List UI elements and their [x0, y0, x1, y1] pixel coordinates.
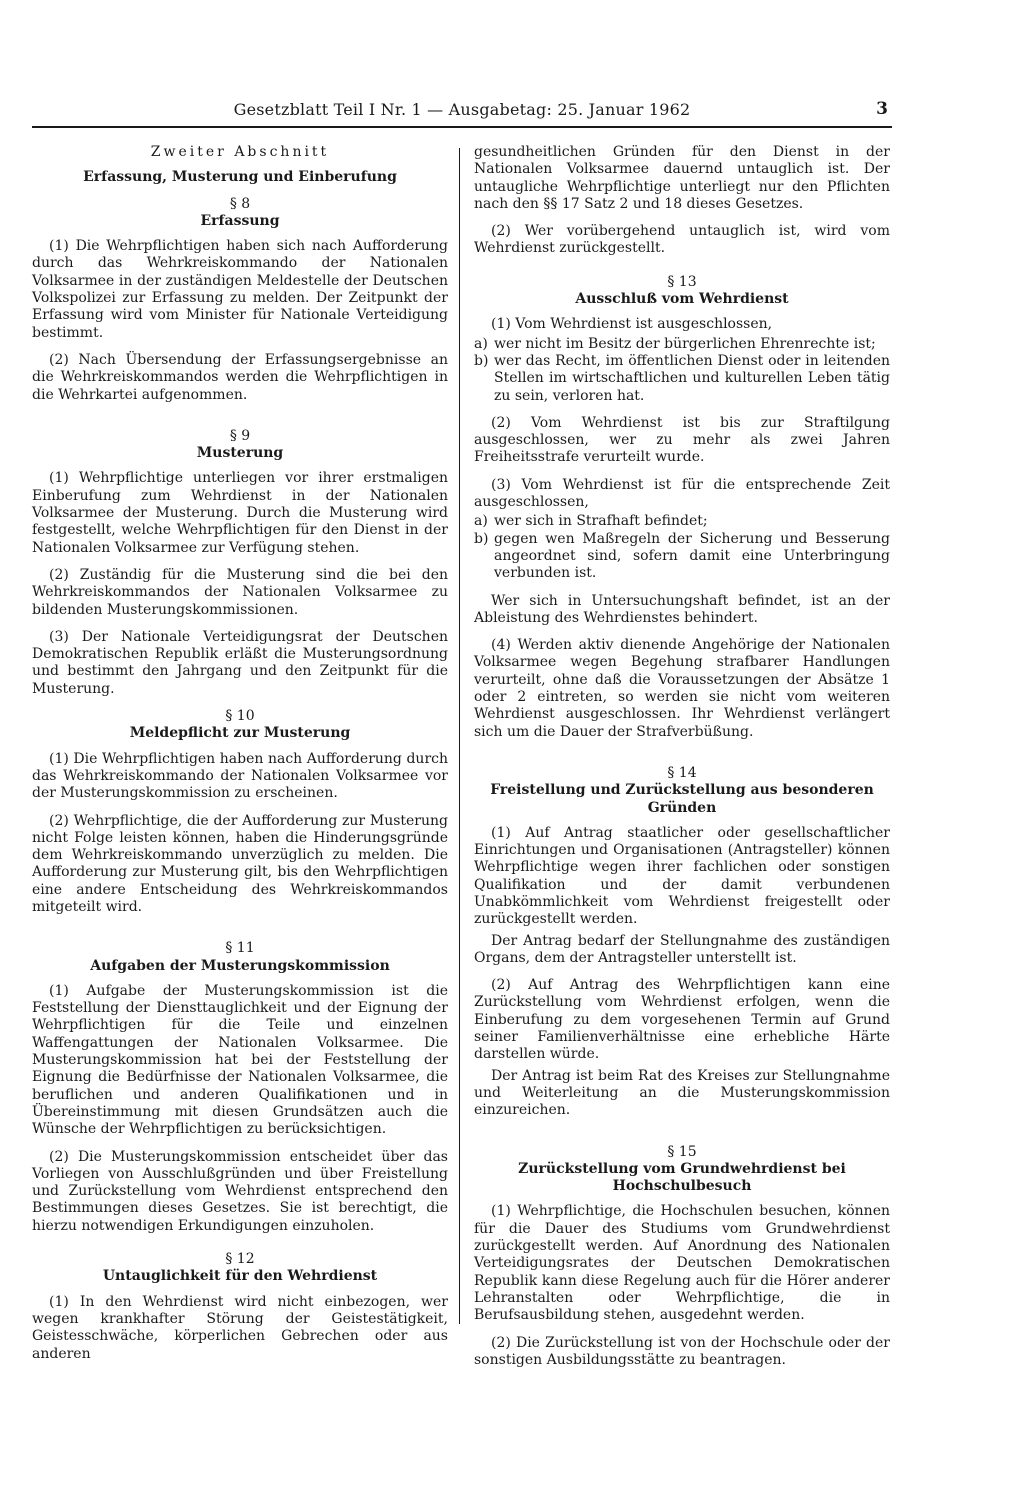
s8-p1: (1) Die Wehrpflichtigen haben sich nach Aufforderung durch das Wehrkreiskommando der Nationalen Volksarmee in der zuständigen Meldestelle der Deutschen Volkspolizei zur Erfassung zu melden. Der Zeitpunkt der Erfassung wird vom Minister für Nationale Verteidigung bestimmt. [32, 238, 448, 341]
page-header [32, 96, 892, 128]
s13-p3-tail: Wer sich in Untersuchungshaft befindet, ist an der Ableistung des Wehrdienstes behindert. [474, 592, 890, 626]
paragraph-number-11: § 11 [225, 940, 255, 957]
paragraph-number-13: § 13 [667, 273, 697, 290]
paragraph-number-14: § 14 [667, 764, 697, 781]
s14-p1-tail: Der Antrag bedarf der Stellungnahme des zuständigen Organs, dem der Antragsteller unterstellt ist. [474, 932, 890, 966]
s13-p1: (1) Vom Wehrdienst ist ausgeschlossen, [491, 316, 773, 333]
s9-p1: (1) Wehrpflichtige unterliegen vor ihrer erstmaligen Einberufung zum Wehrdienst in der Nationalen Volksarmee der Musterung. Durch die Musterung wird festgestellt, welche Wehrpflichtigen für den Dienst in der Nationalen Volksarmee zur Verfügung stehen. [32, 470, 448, 556]
gazette-title: Gesetzblatt Teil I Nr. 1 — Ausgabetag: 25. Januar 1962 [233, 100, 691, 119]
page-number: 3 [876, 99, 888, 119]
s13-p4: (4) Werden aktiv dienende Angehörige der Nationalen Volksarmee wegen Begehung strafbarer Handlungen verurteilt, ohne daß die Voraussetzungen der Absätze 1 oder 2 eintreten, so werden sie nicht vom weiteren Wehrdienst ausgeschlossen. Ihr Wehrdienst verlängert sich um die Dauer der Strafverbüßung. [474, 637, 890, 740]
list-item [474, 353, 890, 405]
s10-p1: (1) Die Wehrpflichtigen haben nach Aufforderung durch das Wehrkreiskommando der Nationalen Volksarmee vor der Musterungskommission zu erscheinen. [32, 750, 448, 802]
s14-p2-tail: Der Antrag ist beim Rat des Kreises zur Stellungnahme und Weiterleitung an die Musterungskommission einzureichen. [474, 1067, 890, 1119]
s9-p3: (3) Der Nationale Verteidigungsrat der Deutschen Demokratischen Republik erläßt die Musterungsordnung und bestimmt den Jahrgang und den Zeitpunkt für die Musterung. [32, 628, 448, 697]
s9-p2: (2) Zuständig für die Musterung sind die bei den Wehrkreiskommandos der Nationalen Volksarmee zu bildenden Musterungskommissionen. [32, 566, 448, 618]
s15-p1: (1) Wehrpflichtige, die Hochschulen besuchen, können für die Dauer des Studiums vom Grundwehrdienst zurückgestellt werden. Auf Anordnung des Nationalen Verteidigungsrates der Deutschen Demokratischen Republik kann diese Regelung auch für die Hörer anderer Lehranstalten oder Wehrpflichtige, die in Berufsausbildung stehen, ausgedehnt werden. [474, 1203, 890, 1324]
list-item [474, 531, 890, 583]
paragraph-title-13: Ausschluß vom Wehrdienst [575, 291, 789, 308]
list-marker: a) [474, 335, 488, 352]
paragraph-title-12: Untauglichkeit für den Wehrdienst [102, 1268, 378, 1285]
s10-p2: (2) Wehrpflichtige, die der Aufforderung zur Musterung nicht Folge leisten können, haben die Hinderungsgründe dem Wehrkreiskommando unverzüglich zu melden. Die Aufforderung zur Musterung gilt, bis den Wehrpflichtigen eine andere Entscheidung des Wehrkreiskommandos mitgeteilt wird. [32, 812, 448, 915]
paragraph-title-10: Meldepflicht zur Musterung [129, 725, 351, 742]
s12-p1: (1) In den Wehrdienst wird nicht einbezogen, wer wegen krankhafter Störung der Geistestätigkeit, Geistesschwäche, körperlichen Gebrechen oder aus anderen [32, 1293, 448, 1362]
s8-p2: (2) Nach Übersendung der Erfassungsergebnisse an die Wehrkreiskommandos werden die Wehrpflichtigen in die Wehrkartei aufgenommen. [32, 351, 448, 403]
list-text: wer das Recht, im öffentlichen Dienst oder in leitenden Stellen im wirtschaftlichen und kulturellen Leben tätig zu sein, verloren hat. [494, 352, 890, 404]
s11-p2: (2) Die Musterungskommission entscheidet über das Vorliegen von Ausschlußgründen und über Freistellung und Zurückstellung vom Wehrdienst entsprechend den Bestimmungen dieses Gesetzes. Sie ist berechtigt, die hierzu notwendigen Erkundigungen einzuholen. [32, 1148, 448, 1234]
list-marker: a) [474, 513, 488, 530]
paragraph-title-14: Freistellung und Zurückstellung aus besonderen Gründen [490, 782, 874, 816]
paragraph-number-10: § 10 [225, 708, 255, 725]
left-column [32, 144, 448, 1373]
s13-p3: (3) Vom Wehrdienst ist für die entsprechende Zeit ausgeschlossen, [474, 476, 890, 511]
s15-p2: (2) Die Zurückstellung ist von der Hochschule oder der sonstigen Ausbildungsstätte zu beantragen. [474, 1334, 890, 1368]
list-text: wer nicht im Besitz der bürgerlichen Ehrenrechte ist; [494, 335, 876, 352]
s12-continuation: gesundheitlichen Gründen für den Dienst in der Nationalen Volksarmee dauernd untauglich ist. Der untaugliche Wehrpflichtige unterliegt nur den Pflichten nach den §§ 17 Satz 2 und 18 dieses Gesetzes. [474, 144, 890, 212]
right-column [474, 144, 890, 1379]
list-item [474, 513, 890, 530]
column-divider [459, 148, 460, 1324]
paragraph-title-8: Erfassung [200, 212, 280, 229]
paragraph-title-15: Zurückstellung vom Grundwehrdienst bei Hochschulbesuch [518, 1160, 846, 1195]
s12-p2: (2) Wer vorübergehend untauglich ist, wird vom Wehrdienst zurückgestellt. [474, 223, 890, 257]
section-heading: Zweiter Abschnitt [150, 144, 330, 160]
list-text: gegen wen Maßregeln der Sicherung und Besserung angeordnet sind, sofern damit eine Unterbringung verbunden ist. [494, 530, 890, 582]
paragraph-title-11: Aufgaben der Musterungskommission [90, 957, 390, 974]
paragraph-number-12: § 12 [225, 1251, 255, 1268]
section-title: Erfassung, Musterung und Einberufung [83, 169, 397, 186]
list-item [474, 336, 890, 353]
paragraph-title-9: Musterung [196, 445, 284, 462]
s11-p1: (1) Aufgabe der Musterungskommission ist die Feststellung der Diensttauglichkeit und der Eignung der Wehrpflichtigen für die Teile und einzelnen Waffengattungen der Nationalen Volksarmee. Die Musterungskommission hat bei der Feststellung der Eignung die Bedürfnisse der Nationalen Volksarmee, die beruflichen und anderen Qualifikationen und in Übereinstimmung mit diesen Grundsätzen auch die Wünsche der Wehrpflichtigen zu berücksichtigen. [32, 982, 448, 1138]
list-text: wer sich in Strafhaft befindet; [494, 513, 708, 530]
s14-p2: (2) Auf Antrag des Wehrpflichtigen kann eine Zurückstellung vom Wehrdienst erfolgen, wenn die Einberufung zu dem vorgesehenen Termin auf Grund seiner Familienverhältnisse eine erhebliche Härte darstellen würde. [474, 977, 890, 1063]
paragraph-number-15: § 15 [667, 1143, 697, 1160]
paragraph-number-9: § 9 [229, 427, 251, 444]
list-marker: b) [474, 530, 489, 547]
list-marker: b) [474, 352, 489, 369]
s13-p2: (2) Vom Wehrdienst ist bis zur Straftilgung ausgeschlossen, wer zu mehr als zwei Jahren Freiheitsstrafe verurteilt wurde. [474, 414, 890, 466]
paragraph-number-8: § 8 [229, 195, 251, 212]
s14-p1: (1) Auf Antrag staatlicher oder gesellschaftlicher Einrichtungen und Organisationen (Antragsteller) können Wehrpflichtige wegen ihrer fachlichen oder sonstigen Qualifikation und der damit verbundenen Unabkömmlichkeit vom Wehrdienst freigestellt oder zurückgestellt werden. [474, 824, 890, 928]
